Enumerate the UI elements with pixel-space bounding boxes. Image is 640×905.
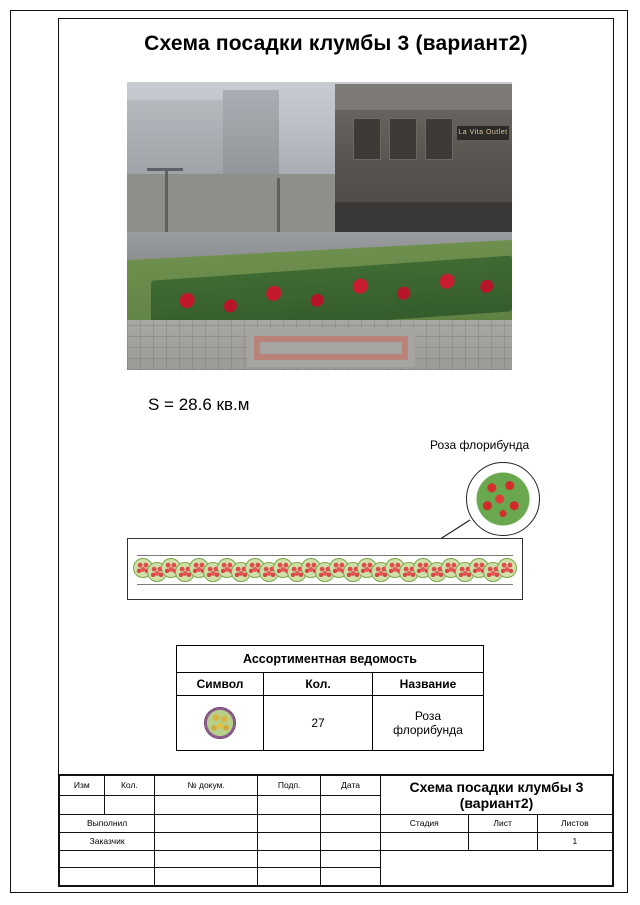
- tb-header-sheets: Листов: [537, 815, 612, 833]
- tb-cell: [258, 832, 321, 850]
- tb-value-stage: [381, 832, 469, 850]
- assortment-row: [177, 696, 484, 751]
- tb-sheet-title: Схема посадки клумбы 3 (вариант2): [381, 776, 613, 815]
- photo-mall-ground-floor: [335, 202, 512, 236]
- assortment-header-name: Название: [373, 673, 484, 696]
- rose-bush-icon: [475, 471, 531, 527]
- tb-cell: [258, 795, 321, 815]
- tb-cell: [155, 832, 258, 850]
- photo-mall-window: [353, 118, 381, 160]
- tb-label-customer: Заказчик: [60, 832, 155, 850]
- tb-value-sheet: [468, 832, 537, 850]
- tb-header-sign: Подп.: [258, 776, 321, 796]
- tb-cell: [321, 795, 381, 815]
- photo-lamp-post: [165, 170, 168, 234]
- tb-label-blank: [60, 850, 155, 868]
- photo-pole: [277, 178, 280, 234]
- title-block-header-row: [60, 776, 613, 796]
- tb-cell: [155, 868, 258, 886]
- tb-organization-cell: [381, 850, 613, 886]
- tb-cell: [258, 815, 321, 833]
- photo-paving-pattern: [247, 329, 415, 367]
- photo-lamp-arm: [147, 168, 183, 171]
- title-block-row-performer: [60, 815, 613, 833]
- title-block: [58, 774, 614, 887]
- plant-symbol: [497, 558, 517, 578]
- photo-mall-sign: La Vita Outlet: [457, 126, 509, 140]
- assortment-symbol-cell: [177, 696, 264, 751]
- assortment-caption: Ассортиментная ведомость: [177, 646, 484, 673]
- photo-mall-window: [389, 118, 417, 160]
- tb-header-izm: Изм: [60, 776, 105, 796]
- sheet-inner-frame-right-edge: [613, 18, 614, 887]
- flowerbed-photo: [127, 82, 512, 370]
- assortment-count-cell: 27: [264, 696, 373, 751]
- tb-header-kol: Кол.: [104, 776, 155, 796]
- title-block-row-blank1: [60, 850, 613, 868]
- assortment-header-count: Кол.: [264, 673, 373, 696]
- tb-label-performer: Выполнил: [60, 815, 155, 833]
- tb-label-blank: [60, 868, 155, 886]
- planting-bed-strip: [137, 555, 513, 585]
- tb-cell: [321, 850, 381, 868]
- assortment-name-cell: Роза флорибунда: [373, 696, 484, 751]
- tb-cell: [155, 795, 258, 815]
- tb-value-sheets: 1: [537, 832, 612, 850]
- tb-cell: [321, 868, 381, 886]
- tb-cell: [155, 815, 258, 833]
- photo-background-building-mid: [223, 90, 279, 174]
- assortment-table: [176, 645, 484, 751]
- page-title: Схема посадки клумбы 3 (вариант2): [144, 32, 528, 55]
- tb-cell: [321, 815, 381, 833]
- photo-mall-roofline: [335, 84, 512, 110]
- tb-cell: [258, 850, 321, 868]
- tb-cell: [258, 868, 321, 886]
- assortment-header-symbol: Символ: [177, 673, 264, 696]
- assortment-header-row: [177, 673, 484, 696]
- title-block-row-customer: [60, 832, 613, 850]
- tb-header-doc: № докум.: [155, 776, 258, 796]
- tb-cell: [104, 795, 155, 815]
- callout-detail-circle: [466, 462, 540, 536]
- tb-header-date: Дата: [321, 776, 381, 796]
- tb-cell: [321, 832, 381, 850]
- rose-symbol-icon: [204, 707, 236, 739]
- tb-cell: [60, 795, 105, 815]
- tb-header-sheet: Лист: [468, 815, 537, 833]
- callout-label: Роза флорибунда: [430, 438, 530, 452]
- photo-mall-window: [425, 118, 453, 160]
- area-label: S = 28.6 кв.м: [148, 395, 250, 414]
- tb-cell: [155, 850, 258, 868]
- tb-header-stage: Стадия: [381, 815, 469, 833]
- assortment-caption-row: [177, 646, 484, 673]
- planting-plan-box: [127, 538, 523, 600]
